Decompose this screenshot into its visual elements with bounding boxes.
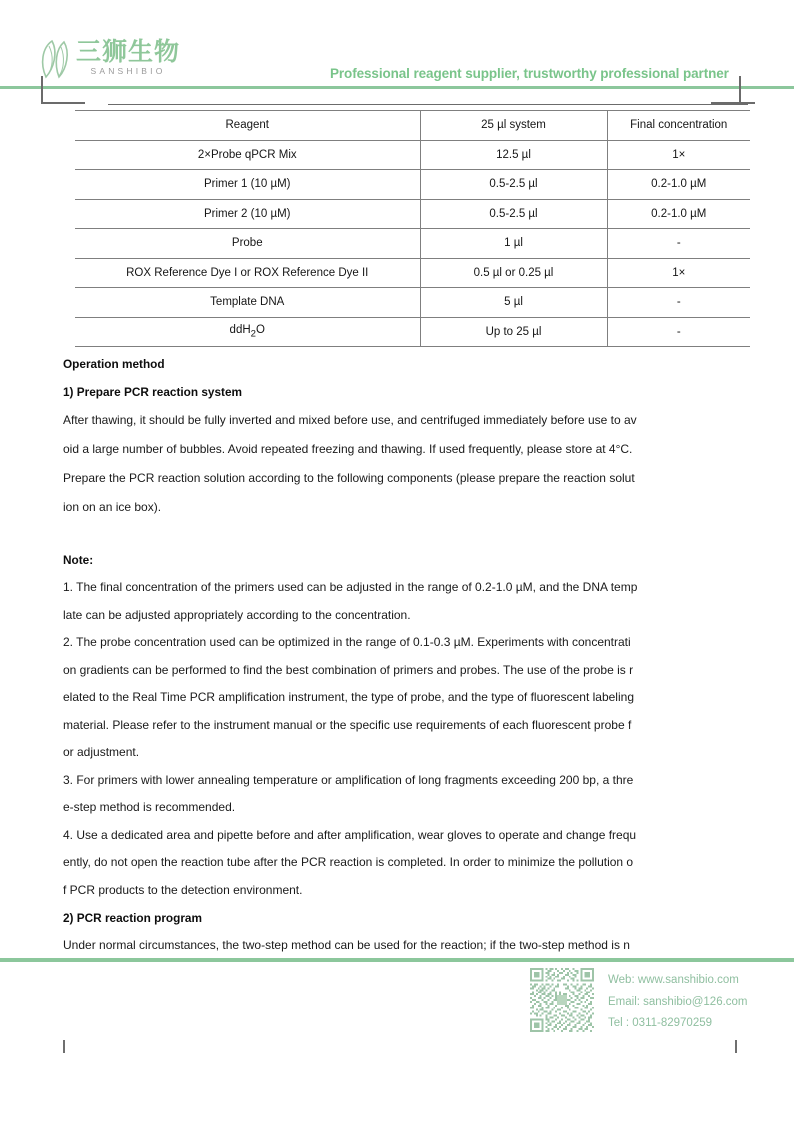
step1-line: oid a large number of bubbles. Avoid repeated freezing and thawing. If used frequently, please store at 4°C. bbox=[63, 442, 633, 456]
table-row bbox=[75, 199, 750, 229]
cell-reagent: 2×Probe qPCR Mix bbox=[75, 140, 420, 170]
table-row bbox=[75, 317, 750, 347]
cell-concentration: 1× bbox=[607, 140, 750, 170]
leaf-icon bbox=[38, 38, 72, 80]
crop-mark-bottom-left bbox=[63, 1040, 65, 1053]
cell-concentration: 1× bbox=[607, 258, 750, 288]
note-line: late can be adjusted appropriately according to the concentration. bbox=[63, 607, 411, 622]
cell-volume: 0.5-2.5 µl bbox=[420, 199, 607, 229]
note-line: ently, do not open the reaction tube after the PCR reaction is completed. In order to minimize the pollution o bbox=[63, 855, 634, 869]
note-line: elated to the Real Time PCR amplification instrument, the type of probe, and the type of fluorescent labeling bbox=[63, 690, 634, 704]
cell-reagent: ROX Reference Dye I or ROX Reference Dye II bbox=[75, 258, 420, 288]
cell-reagent: Primer 2 (10 µM) bbox=[75, 199, 420, 229]
ddh2o-post: O bbox=[255, 324, 265, 337]
heading-step-1: 1) Prepare PCR reaction system bbox=[63, 385, 242, 399]
page-footer bbox=[0, 962, 794, 1042]
table-row bbox=[75, 258, 750, 288]
cell-volume: 1 µl bbox=[420, 229, 607, 259]
header-thin-rule bbox=[108, 104, 748, 105]
page-header bbox=[0, 0, 794, 100]
step1-line: Prepare the PCR reaction solution according to the following components (please prepare the reaction solut bbox=[63, 471, 635, 485]
column-header-concentration: Final concentration bbox=[607, 111, 750, 141]
logo-chinese-name: 三狮生物 bbox=[76, 37, 181, 66]
cell-concentration: 0.2-1.0 µM bbox=[607, 199, 750, 229]
note-line: 2. The probe concentration used can be optimized in the range of 0.1-0.3 µM. Experiments with concentrati bbox=[63, 635, 631, 649]
step1-line: ion on an ice box). bbox=[63, 500, 162, 514]
header-tagline: Professional reagent supplier, trustworthy professional partner bbox=[330, 66, 729, 81]
cell-reagent: Primer 1 (10 µM) bbox=[75, 170, 420, 200]
step1-line: After thawing, it should be fully inverted and mixed before use, and centrifuged immediately before use to av bbox=[63, 413, 637, 427]
table-row bbox=[75, 140, 750, 170]
ddh2o-subscript: 2 bbox=[250, 328, 256, 340]
section-spacer bbox=[63, 522, 738, 546]
logo-latin-name: SANSHIBIO bbox=[90, 66, 166, 76]
cell-reagent bbox=[75, 317, 420, 347]
heading-note: Note: bbox=[63, 553, 94, 567]
reaction-system-table bbox=[75, 110, 750, 347]
note-line: 1. The final concentration of the primers used can be adjusted in the range of 0.2-1.0 µM, and the DNA temp bbox=[63, 580, 638, 594]
column-header-reagent: Reagent bbox=[75, 111, 420, 141]
table-row bbox=[75, 229, 750, 259]
column-header-system: 25 µl system bbox=[420, 111, 607, 141]
document-body bbox=[63, 350, 738, 960]
heading-operation-method: Operation method bbox=[63, 357, 165, 371]
corner-bracket-left bbox=[41, 76, 85, 104]
header-accent-rule bbox=[0, 86, 794, 89]
cell-volume: 0.5 µl or 0.25 µl bbox=[420, 258, 607, 288]
cell-volume: 5 µl bbox=[420, 288, 607, 318]
cell-concentration: 0.2-1.0 µM bbox=[607, 170, 750, 200]
note-line: or adjustment. bbox=[63, 745, 140, 759]
cell-reagent: Template DNA bbox=[75, 288, 420, 318]
note-line: e-step method is recommended. bbox=[63, 800, 236, 814]
company-logo bbox=[38, 38, 180, 80]
note-line: 4. Use a dedicated area and pipette before and after amplification, wear gloves to operate and change frequ bbox=[63, 827, 637, 842]
table-header-row bbox=[75, 111, 750, 141]
corner-bracket-right bbox=[711, 76, 755, 104]
crop-mark-bottom-right bbox=[735, 1040, 737, 1053]
cell-concentration: - bbox=[607, 288, 750, 318]
cell-volume: Up to 25 µl bbox=[420, 317, 607, 347]
qr-code-icon bbox=[530, 968, 594, 1032]
note-line: on gradients can be performed to find the best combination of primers and probes. The use of the probe is r bbox=[63, 662, 634, 677]
cell-reagent: Probe bbox=[75, 229, 420, 259]
cell-concentration: - bbox=[607, 317, 750, 347]
cell-volume: 12.5 µl bbox=[420, 140, 607, 170]
ddh2o-pre: ddH bbox=[229, 324, 251, 337]
footer-web[interactable]: Web: www.sanshibio.com bbox=[608, 974, 739, 986]
cell-volume: 0.5-2.5 µl bbox=[420, 170, 607, 200]
cell-concentration: - bbox=[607, 229, 750, 259]
note-line: f PCR products to the detection environment. bbox=[63, 882, 303, 897]
footer-contact-block bbox=[608, 970, 748, 1035]
footer-tel: Tel : 0311-82970259 bbox=[608, 1017, 713, 1029]
table-row bbox=[75, 288, 750, 318]
footer-email[interactable]: Email: sanshibio@126.com bbox=[608, 995, 748, 1008]
table-row bbox=[75, 170, 750, 200]
step2-line: Under normal circumstances, the two-step method can be used for the reaction; if the two-step method is n bbox=[63, 938, 630, 952]
heading-step-2: 2) PCR reaction program bbox=[63, 911, 202, 925]
note-line: 3. For primers with lower annealing temperature or amplification of long fragments exceeding 200 bp, a thre bbox=[63, 772, 634, 787]
note-line: material. Please refer to the instrument manual or the specific use requirements of each fluorescent probe f bbox=[63, 717, 632, 732]
